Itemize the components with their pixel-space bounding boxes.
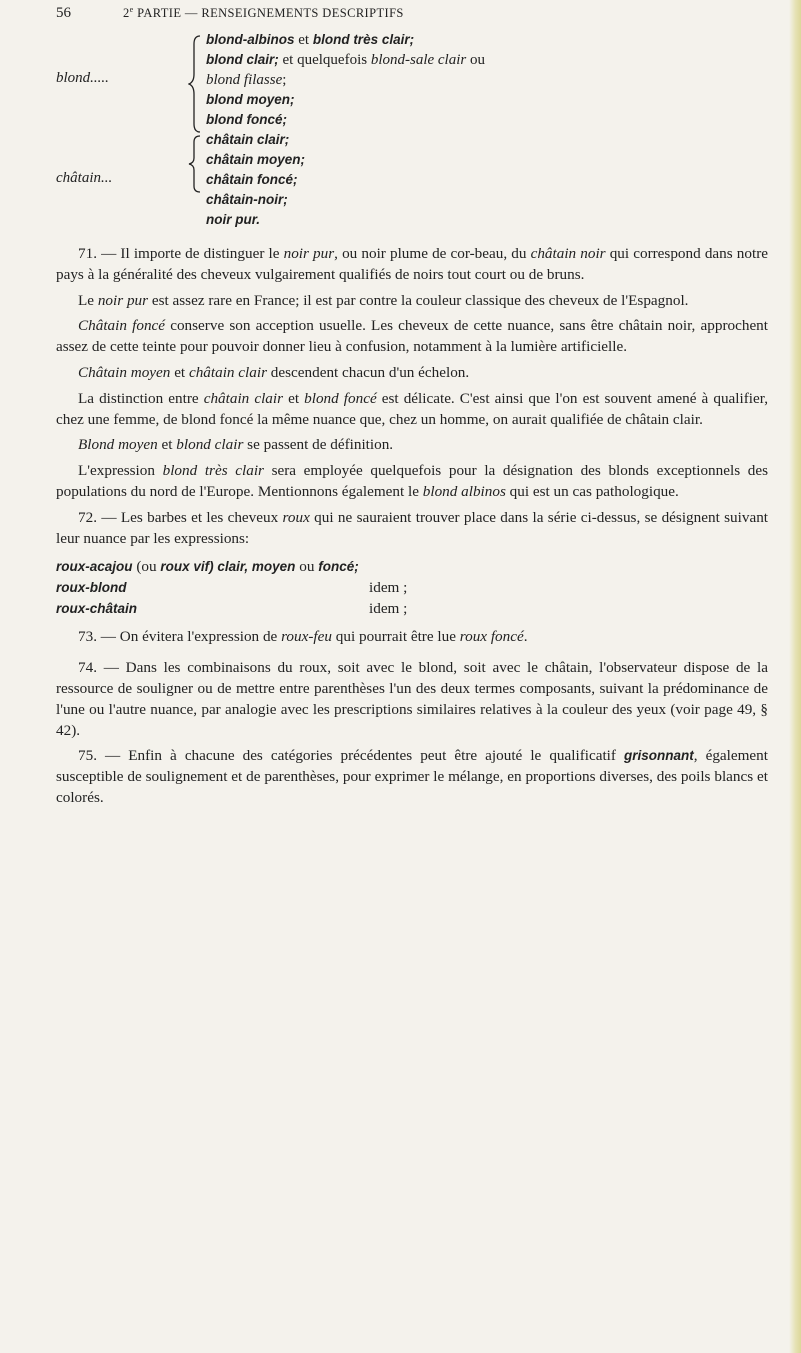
class-line-7: châtain moyen; [206, 152, 306, 167]
page-number: 56 [56, 5, 71, 21]
brace-chatain [188, 134, 202, 194]
roux-terms-list [56, 557, 768, 619]
paragraph-71-noir: Le noir pur est assez rare en France; il est par contre la couleur classique des cheveux de l'Espagnol. [78, 291, 689, 309]
paragraph-71-chatain-moyen: Châtain moyen et châtain clair descendent chacun d'un échelon. [78, 363, 470, 381]
class-line-4: blond moyen; [206, 92, 295, 107]
brace-blond [188, 34, 202, 134]
paragraph-73: 73. — On évitera l'expression de roux-feu qui pourrait être lue roux foncé. [78, 628, 528, 646]
group-label-blond: blond..... [56, 70, 109, 86]
term-roux-chatain: roux-châtain [56, 601, 138, 617]
paragraph-72: 72. — Les barbes et les cheveux roux qui ne sauraient trouver place dans la série ci-dessus, se désignent suivant leur nuance par les expressions: [56, 508, 769, 547]
class-line-3: blond filasse; [206, 72, 287, 88]
running-header [0, 5, 801, 25]
body-text [56, 244, 768, 814]
class-line-8: châtain foncé; [206, 172, 298, 187]
paragraph-74: 74. — Dans les combinaisons du roux, soit avec le blond, soit avec le châtain, l'observateur dispose de la ressource de souligner ou de mettre entre parenthèses l'un des deux termes composants, suivant la prédominance de l'une ou l'autre nuance, par analogie avec les prescriptions similaires relatives à la couleur des yeux (voir page 49, § 42). [56, 659, 768, 739]
class-line-10: noir pur. [206, 212, 260, 227]
class-line-9: châtain-noir; [206, 192, 288, 207]
running-title: 2e PARTIE — RENSEIGNEMENTS DESCRIPTIFS [123, 5, 404, 21]
paragraph-71: 71. — Il importe de distinguer le noir pur, ou noir plume de cor-beau, du châtain noir qui correspond dans notre pays à la généralité des cheveux vulgairement qualifiés de noirs tout court ou de bruns. [56, 245, 769, 283]
class-line-5: blond foncé; [206, 112, 287, 127]
class-line-2: blond clair; et quelquefois blond-sale clair ou [206, 52, 485, 68]
paragraph-71-distinction: La distinction entre châtain clair et blond foncé est délicate. C'est ainsi que l'on est souvent amené à qualifier, chez une femme, de blond foncé la même nuance que, chez un homme, on aurait qualifiée de châtain clair. [56, 389, 768, 428]
class-line-6: châtain clair; [206, 132, 290, 147]
term-roux-acajou: roux-acajou (ou roux vif) clair, moyen ou foncé; [56, 558, 359, 576]
paragraph-71-chatain-fonce: Châtain foncé conserve son acception usuelle. Les cheveux de cette nuance, sans être châtain noir, approchent assez de cette teinte pour pouvoir donner lieu à confusion, notamment à la lumière artificielle. [56, 317, 768, 356]
paragraph-71-expression: L'expression blond très clair sera employée quelquefois pour la désignation des blonds exceptionnels des populations du nord de l'Europe. Mentionnons également le blond albinos qui est un cas pathologique. [56, 462, 768, 500]
term-roux-blond: roux-blond [56, 580, 127, 596]
paragraph-71-blond-moyen: Blond moyen et blond clair se passent de définition. [78, 436, 394, 454]
paragraph-75: 75. — Enfin à chacune des catégories précédentes peut être ajouté le qualificatif grisonnant, également susceptible de soulignement et de parenthèses, pour exprimer le mélange, en proportions diverses, des poils blancs et colorés. [56, 747, 768, 806]
page-edge-stain [789, 0, 801, 1353]
term-roux-chatain-idem: idem ; [369, 600, 408, 618]
class-line-1: blond-albinos et blond très clair; [206, 32, 415, 48]
group-label-chatain: châtain... [56, 170, 113, 186]
term-roux-blond-idem: idem ; [369, 579, 408, 597]
